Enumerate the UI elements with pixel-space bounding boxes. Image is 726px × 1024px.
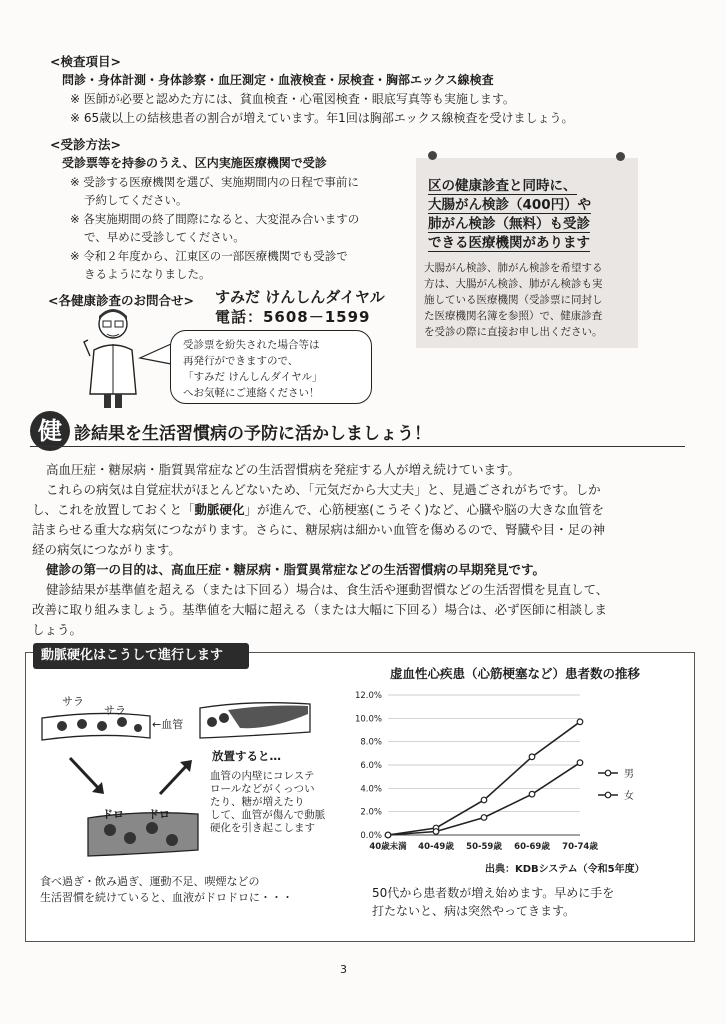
- method-note-1a: ※ 受診する医療機関を選び、実施期間内の日程で事前に: [70, 175, 359, 189]
- data-point: [529, 754, 535, 760]
- data-point: [385, 832, 391, 838]
- bubble-line-4: へお気軽にご連絡ください！: [183, 387, 320, 399]
- pin-icon: [428, 151, 437, 160]
- chart-title: 虚血性心疾患（心筋梗塞など）患者数の推移: [390, 666, 641, 681]
- method-lead: 受診票等を持参のうえ、区内実施医療機関で受診: [62, 156, 327, 170]
- callout-title-1: 区の健康診査と同時に、: [428, 174, 577, 195]
- para-2a: これらの病気は自覚症状がほとんどないため、「元気だから大丈夫」と、見過ごされがちです。しか: [46, 482, 601, 497]
- bubble-line-3: 「すみだ けんしんダイヤル」: [183, 371, 323, 383]
- page-number: 3: [340, 963, 347, 976]
- x-tick-label: 50-59歳: [466, 842, 502, 852]
- houchi-line-3: たり、糖が増えたり: [210, 796, 305, 808]
- houchi-line-4: して、血管が傷んで動脈: [210, 809, 326, 821]
- doro-label-2: ドロ: [148, 808, 170, 821]
- chart-caption-1: 50代から患者数が増え始めます。早めに手を: [372, 886, 615, 900]
- data-point: [529, 791, 535, 797]
- y-tick-label: 6.0%: [360, 761, 382, 771]
- callout-body-3: 施している医療機関（受診票に同封し: [424, 294, 603, 306]
- legend-marker: [605, 792, 611, 798]
- method-note-1b: 予約してください。: [84, 193, 188, 207]
- para-4a: 健診結果が基準値を超える（または下回る）場合は、食生活や運動習慣などの生活習慣を見直して、: [46, 582, 609, 597]
- contact-speech-bubble: [170, 330, 372, 404]
- sara-label-1: サラ: [62, 695, 84, 708]
- vessel-label: ←血管: [152, 718, 184, 731]
- callout-body-2: 方は、大腸がん検診、肺がん検診も実: [424, 278, 603, 290]
- y-tick-label: 2.0%: [360, 807, 382, 818]
- exam-note-1: ※ 医師が必要と認めた方には、貧血検査・心電図検査・眼底写真等も実施します。: [70, 92, 515, 106]
- method-note-2b: で、早めに受診してください。: [84, 230, 245, 244]
- doro-label-1: ドロ: [102, 808, 124, 821]
- para-1: 高血圧症・糖尿病・脂質異常症などの生活習慣病を発症する人が増え続けています。: [46, 462, 521, 477]
- sara-label-2: サラ: [104, 704, 126, 717]
- contact-dial-name: すみだ けんしんダイヤル: [215, 288, 385, 306]
- y-tick-label: 0.0%: [360, 831, 382, 841]
- data-point: [577, 719, 583, 725]
- callout-body-4: た医療機関名簿を参照）で、健康診査: [424, 310, 603, 322]
- panel-title: 動脈硬化はこうして進行します: [33, 643, 249, 669]
- chart-caption-2: 打たないと、病は突然やってきます。: [372, 904, 576, 918]
- callout-body-5: を受診の際に直接お申し出ください。: [424, 326, 603, 338]
- doctor-icon: [82, 304, 144, 412]
- footer-line-1: 食べ過ぎ・飲み過ぎ、運動不足、喫煙などの: [40, 875, 260, 888]
- cancer-screening-callout: [416, 158, 638, 348]
- para-2d: 経の病気につながります。: [32, 542, 181, 557]
- bubble-line-1: 受診票を紛失された場合等は: [183, 339, 320, 351]
- y-tick-label: 10.0%: [354, 714, 382, 725]
- para-3: 健診の第一の目的は、高血圧症・糖尿病・脂質異常症などの生活習慣病の早期発見です。: [46, 562, 546, 577]
- pin-icon: [616, 152, 625, 161]
- x-tick-label: 70-74歳: [562, 842, 598, 852]
- callout-body-1: 大腸がん検診、肺がん検診を希望する: [424, 262, 603, 274]
- y-tick-label: 4.0%: [360, 784, 382, 795]
- legend-marker: [605, 770, 611, 776]
- section-icon: 健: [30, 411, 70, 451]
- exam-items-heading: <検査項目>: [50, 54, 121, 69]
- callout-title-2: 大腸がん検診（400円）や: [428, 193, 591, 214]
- method-note-3b: きるようになりました。: [84, 267, 211, 281]
- method-note-3a: ※ 令和２年度から、江東区の一部医療機関でも受診で: [70, 249, 348, 263]
- x-tick-label: 40-49歳: [418, 842, 454, 852]
- data-point: [481, 815, 487, 821]
- legend-label: 女: [624, 791, 634, 802]
- para-4c: しょう。: [32, 622, 83, 637]
- x-tick-label: 60-69歳: [514, 842, 550, 852]
- section-underline: [30, 446, 685, 447]
- chart-source: 出典：KDBシステム（令和5年度）: [485, 864, 645, 875]
- callout-title-4: できる医療機関があります: [428, 231, 590, 252]
- y-tick-label: 12.0%: [354, 691, 382, 701]
- houchi-line-1: 血管の内壁にコレステ: [210, 770, 315, 782]
- y-tick-label: 8.0%: [360, 737, 382, 748]
- x-tick-label: 40歳未満: [369, 842, 407, 852]
- data-point: [577, 760, 583, 766]
- para-2b: し、これを放置しておくと「動脈硬化」が進んで、心筋梗塞(こうそく)など、心臓や脳の大きな血管を: [32, 502, 605, 517]
- bubble-tail-icon: [138, 340, 174, 370]
- para-2c: 詰まらせる重大な病気につながります。さらに、糖尿病は細かい血管を傷めるので、腎臓や目・足の神: [32, 522, 606, 537]
- method-heading: <受診方法>: [50, 137, 121, 152]
- data-point: [433, 829, 439, 835]
- houchi-label: 放置すると…: [212, 749, 281, 763]
- method-note-2a: ※ 各実施期間の終了間際になると、大変混み合いますの: [70, 212, 360, 226]
- data-point: [481, 797, 487, 803]
- contact-heading: <各健康診査のお問合せ>: [48, 293, 194, 308]
- section-title: 診結果を生活習慣病の予防に活かしましょう！: [74, 424, 431, 444]
- contact-phone: 電話：5608－1599: [215, 308, 371, 326]
- legend-label: 男: [624, 769, 634, 780]
- exam-items-list: 問診・身体計測・身体診察・血圧測定・血液検査・尿検査・胸部エックス線検査: [62, 73, 494, 87]
- footer-line-2: 生活習慣を続けていると、血液がドロドロに・・・: [40, 891, 293, 904]
- bubble-line-2: 再発行ができますので、: [183, 355, 299, 367]
- callout-title-3: 肺がん検診（無料）も受診: [428, 212, 590, 233]
- exam-note-2: ※ 65歳以上の結核患者の割合が増えています。年1回は胸部エックス線検査を受けましょう。: [70, 111, 574, 125]
- houchi-line-2: ロールなどがくっつい: [210, 783, 315, 795]
- houchi-line-5: 硬化を引き起こします: [210, 822, 315, 834]
- para-4b: 改善に取り組みましょう。基準値を大幅に超える（または大幅に下回る）場合は、必ず医師に相談しま: [32, 602, 608, 617]
- line-chart: [330, 685, 690, 857]
